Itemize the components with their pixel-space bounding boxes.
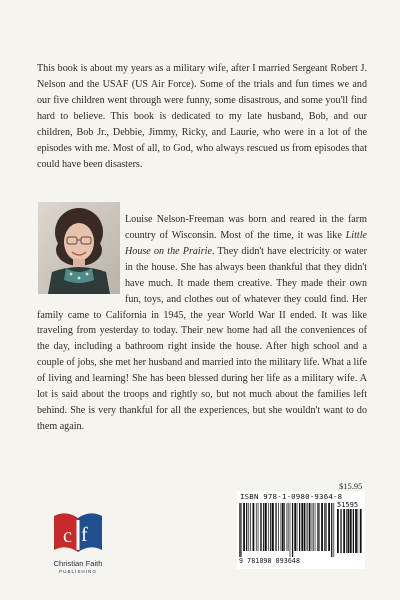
publisher-name: Christian Faith — [53, 559, 103, 568]
addon-barcode — [337, 509, 363, 559]
barcode-bar — [318, 503, 319, 551]
barcode-bar — [307, 503, 308, 551]
barcode-bar — [297, 503, 298, 551]
barcode-bar — [272, 503, 274, 551]
bio-book-title: Little House on the Prairie — [125, 230, 367, 257]
barcode-bar — [239, 503, 240, 557]
barcode-bar — [246, 503, 247, 551]
barcode-bar — [321, 503, 323, 551]
book-cross-icon — [50, 508, 106, 558]
barcode-bar — [355, 509, 357, 553]
barcode-bar — [258, 503, 259, 551]
ean-barcode — [239, 503, 335, 557]
barcode-digits: 9 781098 093648 — [239, 557, 301, 565]
barcode-addon-number: 51595 — [337, 501, 359, 509]
barcode-bar — [294, 503, 296, 551]
barcode-bar — [281, 503, 282, 551]
barcode-bar — [346, 509, 347, 553]
barcode-bar — [333, 503, 334, 557]
barcode-bar — [353, 509, 354, 553]
barcode-bar — [331, 503, 332, 557]
barcode-bar — [265, 503, 267, 551]
publisher-subtitle: PUBLISHING — [59, 569, 97, 574]
isbn-text: ISBN 978-1-0980-9364-8 — [240, 492, 343, 501]
barcode-bar — [299, 503, 300, 551]
barcode-bar — [358, 509, 359, 553]
barcode-bar — [261, 503, 262, 551]
intro-paragraph: This book is about my years as a military wife, after I married Sergeant Robert J. Nelson and the USAF (US Air Force). Some of the trials and fun times we and our five children went through were funny, some disastrous, and some you'll find hard to believe. This book is dedicated to my late husband, Bob, and our children, Bob Jr., Debbie, Jimmy, Ricky, and Laurie, who were in a lot of the episodes with me. Most of all, to God, who always rescued us from episodes that could have been disasters. — [37, 63, 367, 170]
barcode-bar — [343, 509, 345, 553]
author-bio — [37, 212, 367, 435]
price-label: $15.95 — [339, 481, 363, 491]
barcode-bar — [304, 503, 305, 551]
barcode-bar — [256, 503, 257, 551]
barcode-panel — [237, 491, 365, 569]
barcode-bar — [328, 503, 330, 551]
svg-text:c: c — [63, 525, 72, 547]
barcode-bar — [240, 503, 241, 557]
barcode-bar — [243, 503, 245, 551]
barcode-bar — [270, 503, 271, 551]
bio-text-1: Louise Nelson-Freeman was born and reared in the farm country of Wisconsin. Most of the time, it was like — [125, 214, 367, 241]
barcode-bar — [284, 503, 285, 551]
barcode-bar — [340, 509, 341, 553]
barcode-bar — [248, 503, 249, 551]
svg-text:f: f — [81, 524, 88, 546]
barcode-bar — [315, 503, 316, 551]
barcode-bar — [263, 503, 264, 551]
barcode-bar — [250, 503, 251, 551]
barcode-bar — [278, 503, 279, 551]
barcode-bar — [317, 503, 318, 551]
barcode-bar — [350, 509, 352, 553]
publisher-logo — [38, 508, 118, 578]
bio-text-2: . They didn't have electricity or water in the house. She has always been thankful that they didn't have much. It made them creative. They made their own fun, toys, and clothes out of whatever they could find. Her family came to California in 1945, the year World War II ended. It was like traveling from yesterday to today. Their new home had all the conveniences of the day, including a bathroom right inside the house. After high school and a couple of jobs, she met her husband and married into the military life. What a life of living and learning! She has been blessed during her life as a military wife. A lot is said about the troops and rightly so, but not much about the families left behind. She is very thankful for all the experiences, but she wouldn't want to do them again. — [37, 245, 367, 432]
barcode-bar — [301, 503, 303, 551]
barcode-bar — [312, 503, 313, 551]
barcode-bar — [268, 503, 269, 551]
barcode-bar — [292, 503, 293, 557]
barcode-bar — [253, 503, 255, 551]
barcode-bar — [313, 503, 314, 551]
barcode-bar — [290, 503, 291, 557]
barcode-bar — [282, 503, 284, 551]
barcode-bar — [360, 509, 362, 553]
barcode-bar — [306, 503, 307, 551]
barcode-bar — [324, 503, 325, 551]
barcode-bar — [275, 503, 276, 551]
barcode-bar — [287, 503, 288, 551]
barcode-bar — [325, 503, 326, 551]
barcode-bar — [337, 509, 339, 553]
barcode-bar — [347, 509, 349, 553]
barcode-bar — [309, 503, 311, 551]
photo-spacer — [37, 212, 125, 307]
barcode-bar — [288, 503, 289, 551]
barcode-bar — [260, 503, 261, 551]
